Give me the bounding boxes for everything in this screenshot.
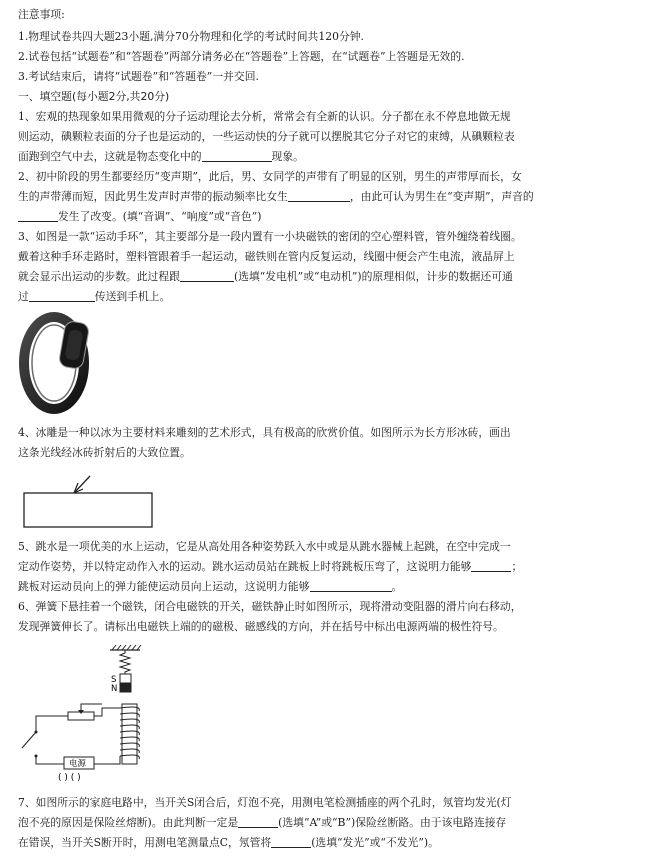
q4-line-1: 4、冰雕是一种以冰为主要材料来雕刻的艺术形式，具有极高的欣赏价值。如图所示为长方形冰砖，画出 xyxy=(18,426,511,439)
q2-line-2 xyxy=(18,190,631,204)
q3-line-4 xyxy=(18,290,631,304)
q5-line-3 xyxy=(18,580,631,594)
spring xyxy=(120,650,130,674)
q5-text-b: ； xyxy=(511,560,523,573)
ice-brick xyxy=(24,493,152,527)
q7-answer-blank-2[interactable] xyxy=(271,836,311,848)
q1-answer-blank[interactable] xyxy=(202,150,272,162)
section-heading: 一、填空题(每小题2分,共20分) xyxy=(18,90,170,103)
q3-text-d: 传送到手机上。 xyxy=(94,290,171,303)
power-supply-label: 电源 xyxy=(69,759,87,769)
q7-answer-blank-1[interactable] xyxy=(238,816,278,828)
q2-line-1: 2、初中阶段的男生都要经历“变声期”，此后，男、女同学的声带有了明显的区别，男生的声带厚而长，女 xyxy=(18,170,522,183)
q2-answer-blank-1[interactable] xyxy=(288,190,350,202)
q3-text-b: (选填“发电机”或“电动机”)的原理相似，计步的数据还可通 xyxy=(233,270,513,283)
q3-line-3 xyxy=(18,270,631,284)
fitness-band-figure xyxy=(18,308,96,414)
q2-text-a: 生的声带薄而短，因此男生发声时声带的振动频率比女生 xyxy=(18,190,288,203)
q5-text-c: 跳板对运动员向上的弹力能使运动员向上运动，这说明力能够 xyxy=(18,580,310,593)
q2-text-c: 发生了改变。(填“音调”、“响度”或“音色”) xyxy=(58,210,262,223)
magnet-label-n: N xyxy=(111,684,118,694)
q7-line-2 xyxy=(18,816,631,830)
q5-line-2 xyxy=(18,560,631,574)
q7-text-d: (选填“发光”或“不发光”)。 xyxy=(311,836,439,849)
notice-item-3: 3.考试结束后，请将“试题卷”和“答题卷”一并交回. xyxy=(18,70,259,83)
q7-line-1: 7、如图所示的家庭电路中，当开关S闭合后，灯泡不亮，用测电笔检测插座的两个孔时，氖管均发光(灯 xyxy=(18,796,512,809)
q3-line-2: 戴着这种手环走路时，塑料管跟着手一起运动，磁铁则在管内反复运动，线圈中便会产生电流，液晶屏上 xyxy=(18,250,515,263)
q1-line-1: 1、宏观的热现象如果用微观的分子运动理论去分析，常常会有全新的认识。分子都在永不停息地做无规 xyxy=(18,110,511,123)
magnet-n-pole xyxy=(120,683,131,692)
q7-text-c: 在错误，当开关S断开时，用测电笔测量点C，氖管将 xyxy=(18,836,272,849)
q5-answer-blank-2[interactable] xyxy=(310,580,392,592)
ice-brick-figure xyxy=(20,470,160,532)
q2-answer-blank-2[interactable] xyxy=(18,210,58,222)
polarity-brackets: ( ) ( ) xyxy=(58,773,81,783)
q1-text-b: 现象。 xyxy=(271,150,304,163)
incident-ray xyxy=(74,476,90,493)
q3-answer-blank-1[interactable] xyxy=(180,270,234,282)
notice-title: 注意事项: xyxy=(18,8,65,21)
q3-text-c: 过 xyxy=(18,290,29,303)
q1-line-2: 则运动，碘颗粒表面的分子也是运动的，一些运动快的分子就可以摆脱其它分子对它的束缚，从碘颗粒表 xyxy=(18,130,515,143)
q5-text-d: 。 xyxy=(391,580,403,593)
q2-line-3 xyxy=(18,210,631,224)
notice-item-1: 1.物理试卷共四大题23小题,满分70分物理和化学的考试时间共120分钟. xyxy=(18,30,364,43)
q5-text-a: 定动作姿势，并以特定动作入水的运动。跳水运动员站在跳板上时将跳板压弯了，这说明力能够 xyxy=(18,560,472,573)
switch xyxy=(22,732,36,748)
electromagnet-circuit-figure xyxy=(14,644,164,786)
q3-answer-blank-2[interactable] xyxy=(29,290,95,302)
notice-item-2: 2.试卷包括“试题卷”和“答题卷”两部分请务必在“答题卷”上答题，在“试题卷”上答题是无效的. xyxy=(18,50,465,63)
magnet-s-pole xyxy=(120,674,131,683)
q7-line-3 xyxy=(18,836,631,850)
q2-text-b: ，由此可认为男生在“变声期”，声音的 xyxy=(349,190,534,203)
q7-text-b: (选填“A”或“B”)保险丝断路。由于该电路连接存 xyxy=(278,816,507,829)
q1-line-3 xyxy=(18,150,631,164)
q6-line-1: 6、弹簧下悬挂着一个磁铁，闭合电磁铁的开关，磁铁静止时如图所示，现将滑动变阻器的滑片向右移动， xyxy=(18,600,522,613)
q6-line-2: 发现弹簧伸长了。请标出电磁铁上端的的磁极、磁感线的方向，并在括号中标出电源两端的极性符号。 xyxy=(18,620,504,633)
q3-text-a: 就会显示出运动的步数。此过程跟 xyxy=(18,270,180,283)
q3-line-1: 3、如图是一款“运动手环”，其主要部分是一段内置有一小块磁铁的密闭的空心塑料管，管外缠绕着线圈。 xyxy=(18,230,522,243)
magnet-label-s: S xyxy=(111,675,117,685)
q1-text-a: 面跑到空气中去，这就是物态变化中的 xyxy=(18,150,202,163)
q7-text-a: 泡不亮的原因是保险丝熔断)。由此判断一定是 xyxy=(18,816,239,829)
q4-line-2: 这条光线经冰砖折射后的大致位置。 xyxy=(18,446,191,459)
q5-line-1: 5、跳水是一项优美的水上运动，它是从高处用各种姿势跃入水中或是从跳水器械上起跳，在空中完成一 xyxy=(18,540,511,553)
q5-answer-blank-1[interactable] xyxy=(471,560,511,572)
